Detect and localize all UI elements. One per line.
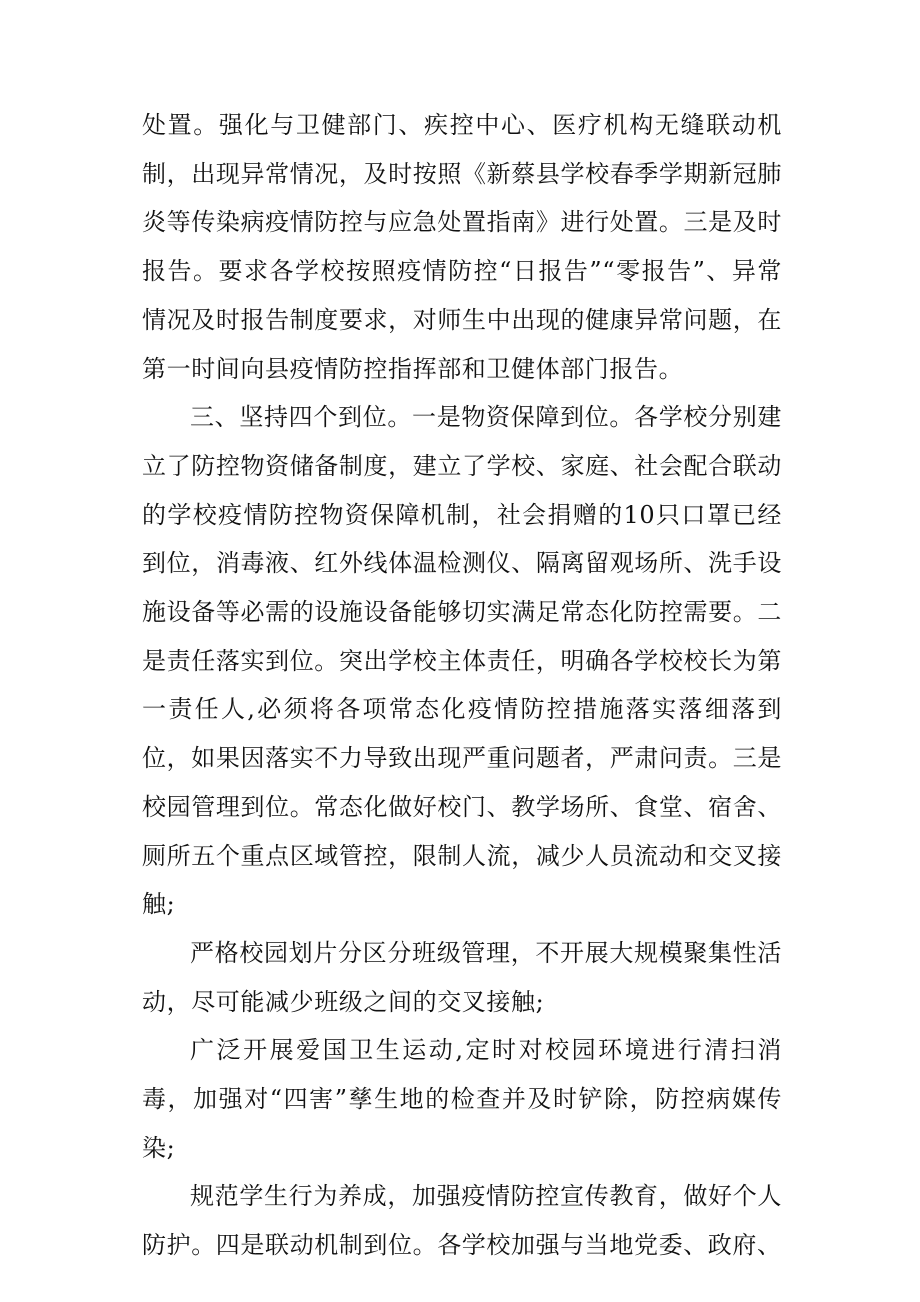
paragraph-5: 规范学生行为养成，加强疫情防控宣传教育，做好个人防护。四是联动机制到位。各学校加强与当地党委、政府、 — [142, 1182, 782, 1260]
paragraph-2: 三、坚持四个到位。一是物资保障到位。各学校分别建立了防控物资储备制度，建立了学校、家庭、社会配合联动的学校疫情防控物资保障机制，社会捐赠的10只口罩已经到位，消毒液、红外线体温检测仪、隔离留观场所、洗手设施设备等必需的设施设备能够切实满足常态化防控需要。二是责任落实到位。突出学校主体责任，明确各学校校长为第一责任人,必须将各项常态化疫情防控措施落实落细落到位，如果因落实不力导致出现严重问题者，严肃问责。三是校园管理到位。常态化做好校门、教学场所、食堂、宿舍、厕所五个重点区域管控，限制人流，减少人员流动和交叉接触; — [142, 403, 782, 919]
document-body — [142, 101, 782, 1270]
paragraph-4: 广泛开展爱国卫生运动,定时对校园环境进行清扫消毒，加强对“四害”孳生地的检查并及时铲除，防控病媒传染; — [142, 1036, 782, 1162]
paragraph-3: 严格校园划片分区分班级管理，不开展大规模聚集性活动，尽可能减少班级之间的交叉接触; — [142, 938, 782, 1016]
paragraph-1: 处置。强化与卫健部门、疾控中心、医疗机构无缝联动机制，出现异常情况，及时按照《新蔡县学校春季学期新冠肺炎等传染病疫情防控与应急处置指南》进行处置。三是及时报告。要求各学校按照疫情防控“日报告”“零报告”、异常情况及时报告制度要求，对师生中出现的健康异常问题，在第一时间向县疫情防控指挥部和卫健体部门报告。 — [142, 111, 782, 383]
